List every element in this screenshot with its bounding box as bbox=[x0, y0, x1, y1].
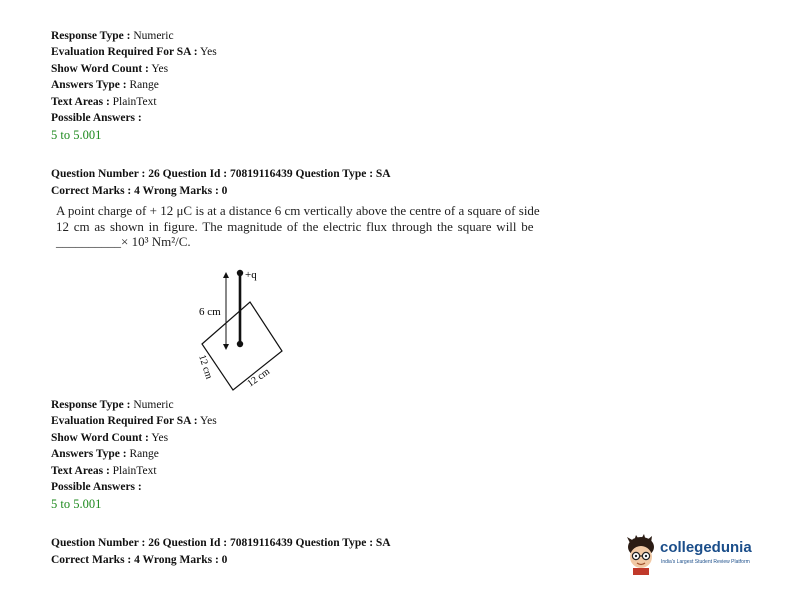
possible-answers-label: Possible Answers : bbox=[51, 481, 142, 493]
evaluation-row bbox=[51, 45, 217, 59]
answers-type-label: Answers Type : bbox=[51, 79, 127, 91]
word-count-row-2 bbox=[51, 431, 168, 445]
text-areas-value: PlainText bbox=[112, 465, 157, 477]
question-header-text-2: Question Number : 26 Question Id : 70819116439 Question Type : SA bbox=[51, 537, 391, 549]
answers-type-row-2 bbox=[51, 447, 159, 461]
logo-tagline: India's Largest Student Review Platform bbox=[661, 559, 750, 565]
figure-svg bbox=[190, 262, 300, 392]
text-areas-value: PlainText bbox=[112, 96, 157, 108]
response-type-value: Numeric bbox=[133, 30, 174, 42]
question-marks-text-2: Correct Marks : 4 Wrong Marks : 0 bbox=[51, 554, 228, 566]
possible-answers-value-2: 5 to 5.001 bbox=[51, 497, 102, 511]
word-count-value: Yes bbox=[151, 63, 169, 75]
response-type-row-2 bbox=[51, 398, 174, 412]
response-type-value: Numeric bbox=[133, 399, 174, 411]
distance-label: 6 cm bbox=[199, 306, 221, 318]
answers-type-value: Range bbox=[129, 448, 159, 460]
question-text-line-2: 12 cm as shown in figure. The magnitude of the electric flux through the square will be bbox=[56, 219, 534, 234]
question-marks-2 bbox=[51, 553, 227, 567]
question-header-text: Question Number : 26 Question Id : 70819116439 Question Type : SA bbox=[51, 168, 391, 180]
text-areas-row bbox=[51, 95, 157, 109]
charge-label: +q bbox=[245, 269, 257, 281]
side-label-left: 12 cm bbox=[196, 353, 215, 381]
response-type-label: Response Type : bbox=[51, 30, 131, 42]
question-header bbox=[51, 167, 391, 181]
possible-answers-row bbox=[51, 111, 142, 125]
response-type-label: Response Type : bbox=[51, 399, 131, 411]
question-text-line-1: A point charge of + 12 μC is at a distance 6 cm vertically above the centre of a square of side bbox=[56, 203, 540, 218]
arrow-head-up bbox=[223, 272, 229, 278]
word-count-label: Show Word Count : bbox=[51, 63, 149, 75]
evaluation-row-2 bbox=[51, 414, 217, 428]
answers-type-label: Answers Type : bbox=[51, 448, 127, 460]
text-areas-label: Text Areas : bbox=[51, 465, 110, 477]
evaluation-value: Yes bbox=[200, 46, 217, 58]
mascot-icon bbox=[624, 533, 658, 575]
answers-type-row bbox=[51, 78, 159, 92]
word-count-label: Show Word Count : bbox=[51, 432, 149, 444]
text-areas-row-2 bbox=[51, 464, 157, 478]
word-count-value: Yes bbox=[151, 432, 169, 444]
possible-answers-label: Possible Answers : bbox=[51, 112, 142, 124]
response-type-row bbox=[51, 29, 174, 43]
logo-name: collegedunia bbox=[660, 539, 752, 556]
answers-type-value: Range bbox=[129, 79, 159, 91]
flux-square-figure bbox=[190, 262, 300, 392]
question-marks bbox=[51, 184, 227, 198]
collegedunia-logo bbox=[624, 533, 764, 575]
evaluation-value: Yes bbox=[200, 415, 217, 427]
question-header-2 bbox=[51, 536, 391, 550]
side-label-bottom: 12 cm bbox=[245, 366, 272, 390]
possible-answers-row-2 bbox=[51, 480, 142, 494]
text-areas-label: Text Areas : bbox=[51, 96, 110, 108]
centre-dot bbox=[237, 341, 243, 347]
question-marks-text: Correct Marks : 4 Wrong Marks : 0 bbox=[51, 185, 228, 197]
arrow-head-down bbox=[223, 344, 229, 350]
evaluation-label: Evaluation Required For SA : bbox=[51, 415, 198, 427]
question-text-line-3: __________× 10³ Nm²/C. bbox=[56, 234, 191, 249]
possible-answers-value: 5 to 5.001 bbox=[51, 128, 102, 142]
word-count-row bbox=[51, 62, 168, 76]
evaluation-label: Evaluation Required For SA : bbox=[51, 46, 198, 58]
